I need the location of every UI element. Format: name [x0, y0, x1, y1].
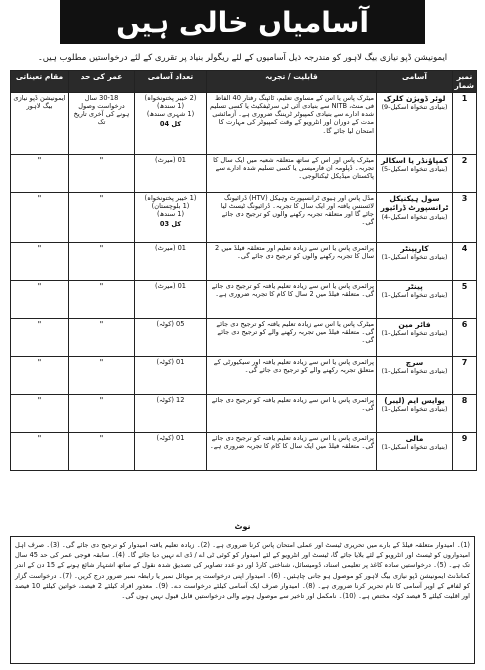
row-age: " [69, 356, 135, 394]
row-count [135, 280, 207, 318]
row-age: " [69, 242, 135, 280]
row-number: 5 [453, 280, 477, 318]
post-title: مالی [405, 433, 424, 443]
row-count [135, 318, 207, 356]
row-count [135, 242, 207, 280]
notes-text: (1)۔ امیدوار متعلقہ فیلڈ کے بارے میں تحریری ٹیسٹ اور عملی امتحان پاس کرنا ضروری ہے۔ (2)۔ زیادہ تعلیم یافتہ امیدوار کو ترجیح دی جائے گی۔ (3)۔ صرف اہل امیدواروں کو ٹیسٹ اور انٹرویو کے لئے بلایا جائے گا، ٹیسٹ اور انٹرویو کے لئے امیدوار کو کوئی ٹی اے / ڈی اے نہیں دیا جائے گا۔ (4)۔ سابقہ فوجی عمر کی حد 45 سال تک ہے۔ (5)۔ درخواستیں سادہ کاغذ پر تعلیمی اسناد، ڈومیسائل، شناختی کارڈ اور دو عدد تصاویر کی تصدیق شدہ نقول کے ساتھ اشتہار شائع ہونے کے 15 دن کے اندر کمانڈنٹ ایمونیشن ڈپو نیازی بیگ لاہور کو موصول ہو جانی چاہئیں۔ (6)۔ امیدوار اپنی درخواست پر موبائل نمبر یا رابطہ نمبر ضرور درج کریں۔ (7)۔ درخواست گزار کو لفافے کے اوپر آسامی کا نام تحریر کرنا ضروری ہے۔ (8)۔ امیدوار صرف ایک آسامی کیلئے درخواست دے۔ (9)۔ معذور افراد کیلئے 2 فیصد، خواتین کیلئے 10 فیصد اور اقلیت کیلئے 5 فیصد کوٹہ مختص ہے۔ (10)۔ نامکمل اور تاخیر سے موصول ہونے والی درخواستیں قابل قبول نہیں ہوں گی۔ [10, 536, 475, 664]
count-item: (1 سندھ) [156, 101, 185, 110]
post-scale: (بنیادی تنخواہ اسکیل-1) [381, 367, 448, 376]
post-scale: (بنیادی تنخواہ اسکیل-1) [381, 443, 448, 452]
post-scale: (بنیادی تنخواہ اسکیل-5) [381, 165, 448, 174]
row-place: " [11, 394, 69, 432]
row-post [377, 432, 453, 470]
banner-title: آسامیاں خالی ہیں [60, 0, 425, 44]
row-post [377, 154, 453, 192]
table-row [11, 242, 477, 280]
post-scale: (بنیادی تنخواہ اسکیل-4) [381, 212, 448, 221]
row-place: " [11, 154, 69, 192]
row-count [135, 432, 207, 470]
row-qualification: پرائمری پاس یا اس سے زیادہ تعلیم یافتہ کو ترجیح دی جائے گی۔ متعلقہ فیلڈ میں ایک سال کا کام کا تجربہ ضروری ہے۔ [207, 432, 377, 470]
row-age: " [69, 394, 135, 432]
table-row [11, 356, 477, 394]
count-item: (1 بلوچستان) [151, 201, 190, 210]
count-item: 01 (کوٹہ) [156, 433, 185, 442]
row-number: 6 [453, 318, 477, 356]
row-qualification: میٹرک پاس یا اس سے زیادہ تعلیم یافتہ کو ترجیح دی جائے گی۔ متعلقہ فیلڈ میں تجربہ رکھنے والے کو ترجیح دی جائے گی۔ [207, 318, 377, 356]
table-row [11, 318, 477, 356]
header-post: آسامی [377, 71, 453, 93]
post-title: فائر مین [398, 319, 431, 329]
table-header-row [11, 71, 477, 93]
post-title: پینٹر [406, 281, 423, 291]
row-place: " [11, 280, 69, 318]
table-row [11, 280, 477, 318]
row-age: 30-18 سال درخواست وصول ہونے کی آخری تاریخ تک [69, 92, 135, 154]
post-title: سول ہیکنیکل ٹرانسپورٹ ڈرائیور [380, 193, 449, 213]
count-item: 01 (میرٹ) [155, 281, 186, 290]
count-item: (1 سندھ) [156, 210, 185, 219]
row-post [377, 280, 453, 318]
header-age: عمر کی حد [69, 71, 135, 93]
notes-title: نوٹ [234, 522, 251, 531]
row-qualification: پرائمری پاس یا اس سے زیادہ تعلیم اور متعلقہ فیلڈ میں 2 سال کا تجربہ رکھنے والوں کو ترجیح دی جائے گی۔ [207, 242, 377, 280]
post-scale: (بنیادی تنخواہ اسکیل-1) [381, 405, 448, 414]
row-qualification: مڈل پاس اور ہیوی ٹرانسپورٹ وہیکل (HTV) ڈرائیونگ لائسنس یافتہ اور ایک سال کا تجربہ۔ ڈرائیونگ ٹیسٹ لیا جائے گا اور متعلقہ تجربہ رکھنے والوں کو ترجیح دی جائے گی۔ [207, 192, 377, 242]
row-number: 7 [453, 356, 477, 394]
row-count [135, 356, 207, 394]
table-row [11, 432, 477, 470]
table-body [11, 92, 477, 470]
post-title: کارپینٹر [400, 243, 429, 253]
row-count [135, 92, 207, 154]
row-count [135, 394, 207, 432]
row-age: " [69, 318, 135, 356]
row-age: " [69, 432, 135, 470]
post-scale: (بنیادی تنخواہ اسکیل-9) [381, 103, 448, 112]
row-place: " [11, 192, 69, 242]
intro-text: ایمونیشن ڈپو نیازی بیگ لاہور کو مندرجہ ذیل آسامیوں کے لئے ریگولر بنیاد پر تقرری کے لئے درخواستیں مطلوب ہیں۔ [37, 53, 448, 63]
count-item: 01 (میرٹ) [155, 155, 186, 164]
row-place: " [11, 432, 69, 470]
row-place: " [11, 318, 69, 356]
table-row [11, 154, 477, 192]
header-qualification: قابلیت / تجربہ [207, 71, 377, 93]
row-count [135, 154, 207, 192]
row-number: 1 [453, 92, 477, 154]
row-count [135, 192, 207, 242]
post-scale: (بنیادی تنخواہ اسکیل-1) [381, 329, 448, 338]
row-qualification: پرائمری پاس یا اس سے زیادہ تعلیم یافتہ اور سیکیورٹی کے متعلق تجربہ رکھنے والے کو ترجیح دی جائے گی۔ [207, 356, 377, 394]
count-item: 01 (کوٹہ) [156, 357, 185, 366]
row-age: " [69, 192, 135, 242]
row-number: 9 [453, 432, 477, 470]
row-qualification: میٹرک پاس اور اس کے ساتھ متعلقہ شعبہ میں ایک سال کا تجربہ۔ ڈپلومہ ان فارمیسی یا کسی تسلیم شدہ ادارے سے پاکستان میڈیکل ٹیکنالوجی۔ [207, 154, 377, 192]
post-title: کمپاؤنڈر یا اسکالر [381, 155, 448, 165]
row-post [377, 242, 453, 280]
row-post [377, 394, 453, 432]
row-post [377, 318, 453, 356]
row-post [377, 92, 453, 154]
count-item: 01 (میرٹ) [155, 243, 186, 252]
post-title: لوئر ڈویژن کلرک [383, 93, 446, 103]
header-no: نمبر شمار [453, 71, 477, 93]
row-number: 3 [453, 192, 477, 242]
row-post [377, 356, 453, 394]
header-count: تعداد آسامی [135, 71, 207, 93]
row-post [377, 192, 453, 242]
row-number: 8 [453, 394, 477, 432]
table-row [11, 92, 477, 154]
row-qualification: میٹرک پاس یا اس کے مساوی تعلیم، ٹائپنگ رفتار 40 الفاظ فی منٹ، NITB سے بنیادی آئی ٹی سرٹیفکیٹ یا کسی تسلیم شدہ ادارے سے بنیادی کمپیوٹر ٹریننگ ضروری ہے۔ آزمائشی مدت کے دوران اور انٹرویو کے وقت کمپیوٹر کی مہارت کا امتحان لیا جائے گا۔ [207, 92, 377, 154]
count-item: 05 (کوٹہ) [156, 319, 185, 328]
count-total: کل 03 [159, 220, 182, 229]
row-number: 4 [453, 242, 477, 280]
row-place: " [11, 242, 69, 280]
vacancies-table [10, 70, 477, 471]
row-qualification: پرائمری پاس یا اس سے زیادہ تعلیم یافتہ کو ترجیح دی جائے گی۔ [207, 394, 377, 432]
row-age: " [69, 154, 135, 192]
row-place: ایمونیشن ڈپو نیازی بیگ لاہور [11, 92, 69, 154]
post-scale: (بنیادی تنخواہ اسکیل-1) [381, 291, 448, 300]
table-row [11, 192, 477, 242]
post-title: سرچ [405, 357, 424, 367]
count-item: (2 خیبر پختونخواہ) [144, 93, 197, 102]
count-item: (1 خیبر پختونخواہ) [144, 193, 197, 202]
count-item: (1 شہری سندھ) [146, 110, 195, 119]
post-title: یوایس ایم (لیبر) [384, 395, 445, 405]
row-number: 2 [453, 154, 477, 192]
row-qualification: پرائمری پاس یا اس سے زیادہ تعلیم یافتہ کو ترجیح دی جائے گی۔ متعلقہ فیلڈ میں 2 سال کا کام کا تجربہ ضروری ہے۔ [207, 280, 377, 318]
table-row [11, 394, 477, 432]
post-scale: (بنیادی تنخواہ اسکیل-1) [381, 253, 448, 262]
header-place: مقام تعیناتی [11, 71, 69, 93]
row-place: " [11, 356, 69, 394]
count-item: 12 (کوٹہ) [156, 395, 185, 404]
row-age: " [69, 280, 135, 318]
count-total: کل 04 [159, 120, 182, 129]
